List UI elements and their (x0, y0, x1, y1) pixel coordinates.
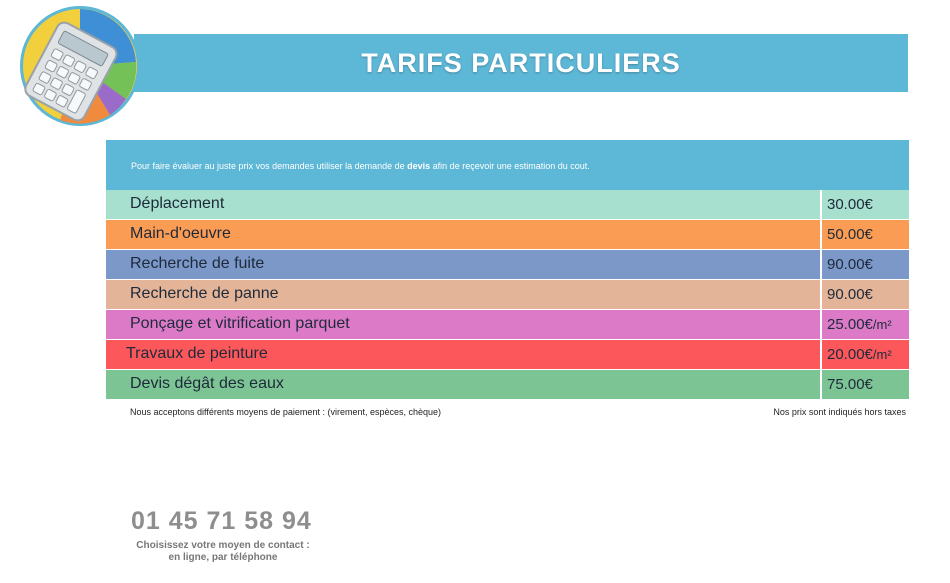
service-label: Recherche de fuite (130, 255, 265, 272)
calculator-pie-chart-icon (14, 2, 146, 134)
contact-line-1: Choisissez votre moyen de contact : (136, 540, 310, 551)
service-cell (106, 310, 822, 339)
table-row (106, 370, 909, 399)
tax-note: Nos prix sont indiqués hors taxes (773, 407, 906, 417)
payment-note: Nous acceptons différents moyens de paiement : (virement, espèces, chèque) (130, 407, 442, 417)
service-cell (106, 250, 822, 279)
service-label: Devis dégât des eaux (130, 375, 284, 392)
price-value: 90.00€ (827, 286, 873, 303)
price-cell (822, 280, 909, 309)
price-table (106, 190, 909, 400)
table-row (106, 190, 909, 219)
service-label: Travaux de peinture (126, 345, 268, 362)
table-row (106, 250, 909, 279)
price-unit: /m² (872, 317, 892, 332)
service-label: Déplacement (130, 195, 225, 212)
contact-line-2: en ligne, par téléphone (168, 552, 278, 563)
table-row (106, 220, 909, 249)
table-row (106, 310, 909, 339)
price-value: 90.00€ (827, 256, 873, 273)
service-label: Main-d'oeuvre (130, 225, 231, 242)
service-label: Ponçage et vitrification parquet (130, 315, 350, 332)
price-value: 50.00€ (827, 226, 873, 243)
price-cell (822, 340, 909, 369)
service-label: Recherche de panne (130, 285, 279, 302)
price-unit: /m² (872, 347, 892, 362)
price-cell (822, 250, 909, 279)
price-cell (822, 370, 909, 399)
phone-number[interactable]: 01 45 71 58 94 (131, 507, 312, 535)
service-cell (106, 370, 822, 399)
devis-link[interactable]: devis (407, 161, 431, 171)
price-value: 20.00€/m² (827, 346, 892, 363)
intro-banner (106, 140, 909, 190)
service-cell (106, 220, 822, 249)
page-title: TARIFS PARTICULIERS (361, 48, 681, 78)
price-cell (822, 310, 909, 339)
price-value: 25.00€/m² (827, 316, 892, 333)
service-cell (106, 280, 822, 309)
price-value: 75.00€ (827, 376, 873, 393)
service-cell (106, 340, 822, 369)
service-cell (106, 190, 822, 219)
table-row (106, 340, 909, 369)
price-panel (106, 140, 909, 428)
price-value: 30.00€ (827, 196, 873, 213)
price-cell (822, 220, 909, 249)
table-row (106, 280, 909, 309)
price-cell (822, 190, 909, 219)
intro-text: Pour faire évaluer au juste prix vos demandes utiliser la demande de devis afin de reçevoir une estimation du cout. (131, 161, 590, 171)
